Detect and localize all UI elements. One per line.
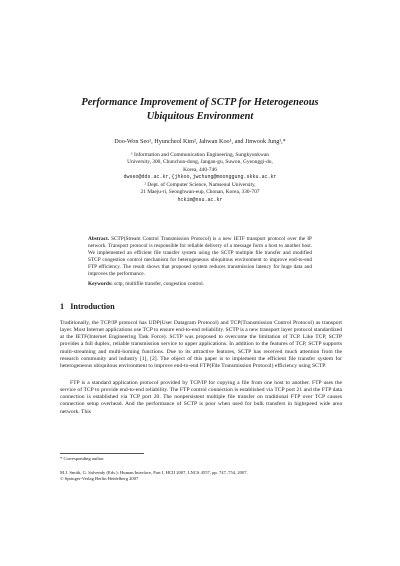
paragraph-1: Traditionally, the TCP/IP protocol has UDP(User Datagram Protocol) and TCP(Transmission Control Protocol) as transport layer. Most Internet applications use TCP to ensure end-to-end reliability. SCTP is a new transport layer protocol standardized at the IETF(Internet Engineering Task Force). SCTP was proposed to overcome the limitation of TCP. Like TCP, SCTP provides a full duplex, reliable transmission service to upper applications. In addition to the features of TCP, SCTP supports multi-streaming and multi-homing functions. Due to its attractive features, SCTP has received much attention from the research community and industry [1], [2]. The object of this paper is to implement the efficient file transfer system for heterogeneous ubiquitous environment to improve end-to-end FTP(File Transmission Protocol) efficiency using SCTP. xyxy=(60,320,342,369)
paragraph-2: FTP is a standard application protocol provided by TCP/IP for copying a file from one host to another. FTP uses the service of TCP to provide end-to-end reliability. The FTP control connection is established via TCP port 21 and the FTP data connection is established via TCP port 20. The nonpersistent multiple file transfer on traditional FTP over TCP causes connection setup overhead. And the performance of SCTP is poor when used for bulk transfers in highspeed wide area network. This xyxy=(60,380,342,415)
keywords xyxy=(88,281,312,288)
keywords-label: Keywords: xyxy=(88,281,113,288)
author-list: Doo-Won Seo¹, Hyuncheol Kim², Jahwan Koo¹, and Jinwook Jung¹,* xyxy=(114,138,286,145)
section-number: 1 xyxy=(60,302,65,311)
section-title: Introduction xyxy=(70,302,115,311)
affiliation-1-emails: dwseo@dds.ac.kr,{jhkoo,jwchung@moonggung.skku.ac.kr xyxy=(123,174,277,181)
affiliation-1-line-2: University, 300, Chunchun-dong, Jangan-gu, Suwon, Gyeonggi-do, xyxy=(127,159,273,166)
copyright-line: © Springer-Verlag Berlin Heidelberg 2007 xyxy=(60,476,139,481)
affiliation-2-line-1: ² Dept. of Computer Science, Namseoul University, xyxy=(144,182,256,188)
affiliation-1 xyxy=(70,152,330,182)
abstract-label: Abstract. xyxy=(88,236,110,242)
citation-line: M.J. Smith, G. Salvendy (Eds.): Human Interface, Part I, HCII 2007, LNCS 4557, pp. 747–754, 2007. xyxy=(60,470,248,475)
footnote-rule xyxy=(60,453,144,454)
abstract-body xyxy=(88,236,312,277)
affiliation-2-email: hckim@nsu.ac.kr xyxy=(177,196,223,203)
affiliation-1-line-3: Korea, 440-746 xyxy=(183,166,217,173)
affiliation-2-line-2: 21 Maeju-ri, Seonghwan-eup, Chonan, Korea, 330-707 xyxy=(140,189,260,196)
section-heading xyxy=(60,302,115,311)
keywords-text: sctp, multifile transfer, congestion control. xyxy=(114,281,205,288)
footnote: * Corresponding author. xyxy=(60,456,105,461)
affiliation-2 xyxy=(70,182,330,204)
abstract xyxy=(88,236,312,288)
abstract-text: SCTP(Stream Control Transmission Protocol) is a new IETF transport protocol over the IP network. Transport protocol is responsible for reliable delivery of a message form a host to another host. We implemented an efficient file transfer system using the SCTP multiple file transfer and modified STCP congestion control mechanism for heterogeneous ubiquitous environment to improve end-to-end FTP efficiency. The result shows that proposed system reduces transmission latency for huge data and improves the performance. xyxy=(88,236,312,277)
affiliation-1-line-1: ¹ Information and Communication Engineering, Sungkyunkwan xyxy=(131,152,269,158)
paper-title: Performance Improvement of SCTP for Heterogeneous Ubiquitous Environment xyxy=(81,97,319,122)
